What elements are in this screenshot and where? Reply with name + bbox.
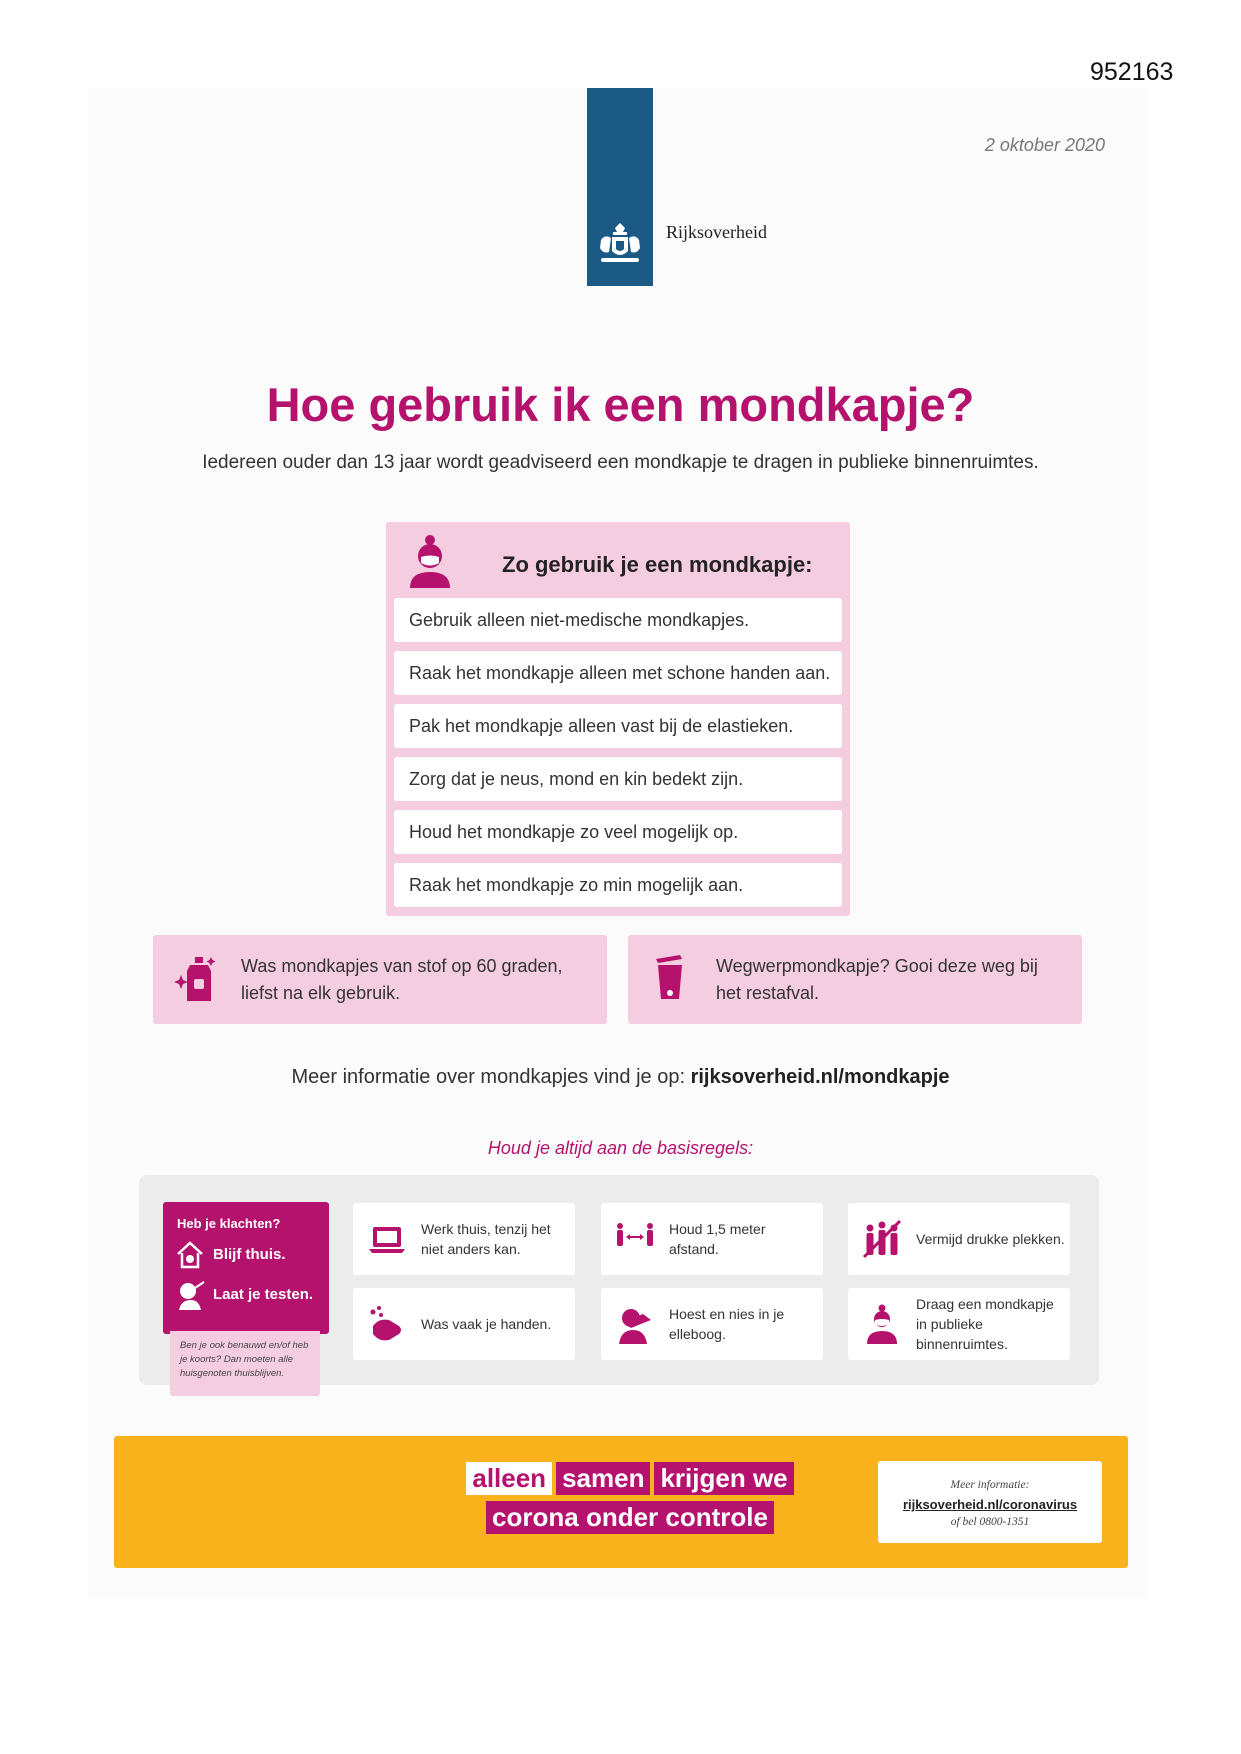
slogan-line-2 — [465, 1501, 795, 1534]
house-icon — [175, 1240, 205, 1270]
slogan-word: corona onder controle — [486, 1501, 774, 1534]
get-tested-text: Laat je testen. — [213, 1286, 314, 1303]
list-item: Pak het mondkapje alleen vast bij de elastieken. — [394, 704, 842, 748]
royal-coat-of-arms-icon — [595, 220, 645, 270]
rule-card-work-home — [353, 1203, 575, 1275]
campaign-slogan — [465, 1462, 795, 1540]
tip-text: Was mondkapjes van stof op 60 graden, liefst na elk gebruik. — [241, 956, 563, 1003]
complaints-heading: Heb je klachten? — [177, 1216, 281, 1231]
slogan-word: krijgen we — [654, 1462, 793, 1495]
logo-text: Rijksoverheid — [666, 222, 767, 242]
crowd-icon — [862, 1219, 902, 1259]
rule-text: Was vaak je handen. — [421, 1316, 552, 1332]
rule-text: Vermijd drukke plekken. — [916, 1231, 1065, 1247]
stay-home-row — [175, 1240, 325, 1270]
person-with-mask-icon — [406, 534, 454, 588]
page-subtitle: Iedereen ouder dan 13 jaar wordt geadviseerd een mondkapje te dragen in publieke binnenruimtes. — [202, 452, 1039, 473]
detergent-bottle-icon — [173, 953, 217, 1003]
howto-list — [394, 598, 842, 916]
slogan-line-1 — [465, 1462, 795, 1495]
complaints-card — [163, 1202, 329, 1334]
trash-bin-icon — [648, 953, 692, 1003]
rules-heading: Houd je altijd aan de basisregels: — [487, 1138, 754, 1158]
slogan-word: samen — [556, 1462, 650, 1495]
contact-label: Meer informatie: — [950, 1479, 1030, 1491]
page-title: Hoe gebruik ik een mondkapje? — [266, 378, 975, 431]
rule-card-mask — [848, 1288, 1070, 1360]
document-id: 952163 — [1090, 58, 1174, 86]
rule-text: Werk thuis, tenzij het niet anders kan. — [421, 1221, 551, 1257]
contact-info-box — [878, 1461, 1102, 1543]
list-item: Gebruik alleen niet-medische mondkapjes. — [394, 598, 842, 642]
rule-text: Draag een mondkapje in publieke binnenruimtes. — [916, 1296, 1054, 1352]
mask-icon — [862, 1304, 902, 1344]
hand-wash-icon — [367, 1304, 407, 1344]
rule-card-crowds — [848, 1203, 1070, 1275]
rule-text: Houd 1,5 meter afstand. — [669, 1221, 766, 1257]
contact-phone: of bel 0800-1351 — [950, 1516, 1030, 1528]
list-item: Houd het mondkapje zo veel mogelijk op. — [394, 810, 842, 854]
tip-text: Wegwerpmondkapje? Gooi deze weg bij het restafval. — [716, 956, 1038, 1003]
tip-dispose — [628, 935, 1082, 1024]
rule-text: Hoest en nies in je elleboog. — [669, 1306, 785, 1342]
tip-wash — [153, 935, 607, 1024]
rijksoverheid-logo — [587, 88, 653, 286]
list-item: Zorg dat je neus, mond en kin bedekt zijn. — [394, 757, 842, 801]
more-info-link[interactable]: rijksoverheid.nl/mondkapje — [690, 1066, 950, 1088]
list-item: Raak het mondkapje alleen met schone handen aan. — [394, 651, 842, 695]
complaints-note: Ben je ook benauwd en/of heb je koorts? Dan moeten alle huisgenoten thuisblijven. — [170, 1331, 320, 1396]
cough-elbow-icon — [615, 1304, 655, 1344]
more-info — [0, 1066, 1241, 1089]
stay-home-text: Blijf thuis. — [213, 1246, 286, 1263]
howto-header — [406, 532, 836, 592]
slogan-word: alleen — [466, 1462, 552, 1495]
publication-date: 2 oktober 2020 — [984, 135, 1105, 155]
rule-card-distance — [601, 1203, 823, 1275]
get-tested-row — [175, 1280, 325, 1310]
laptop-icon — [367, 1219, 407, 1259]
rule-card-wash-hands — [353, 1288, 575, 1360]
more-info-label: Meer informatie over mondkapjes vind je op: — [291, 1066, 691, 1088]
howto-title: Zo gebruik je een mondkapje: — [502, 552, 813, 577]
distance-icon — [615, 1219, 655, 1259]
test-swab-icon — [175, 1280, 205, 1310]
howto-panel — [386, 522, 850, 916]
contact-link[interactable]: rijksoverheid.nl/coronavirus — [902, 1497, 1078, 1512]
list-item: Raak het mondkapje zo min mogelijk aan. — [394, 863, 842, 907]
rule-card-cough — [601, 1288, 823, 1360]
